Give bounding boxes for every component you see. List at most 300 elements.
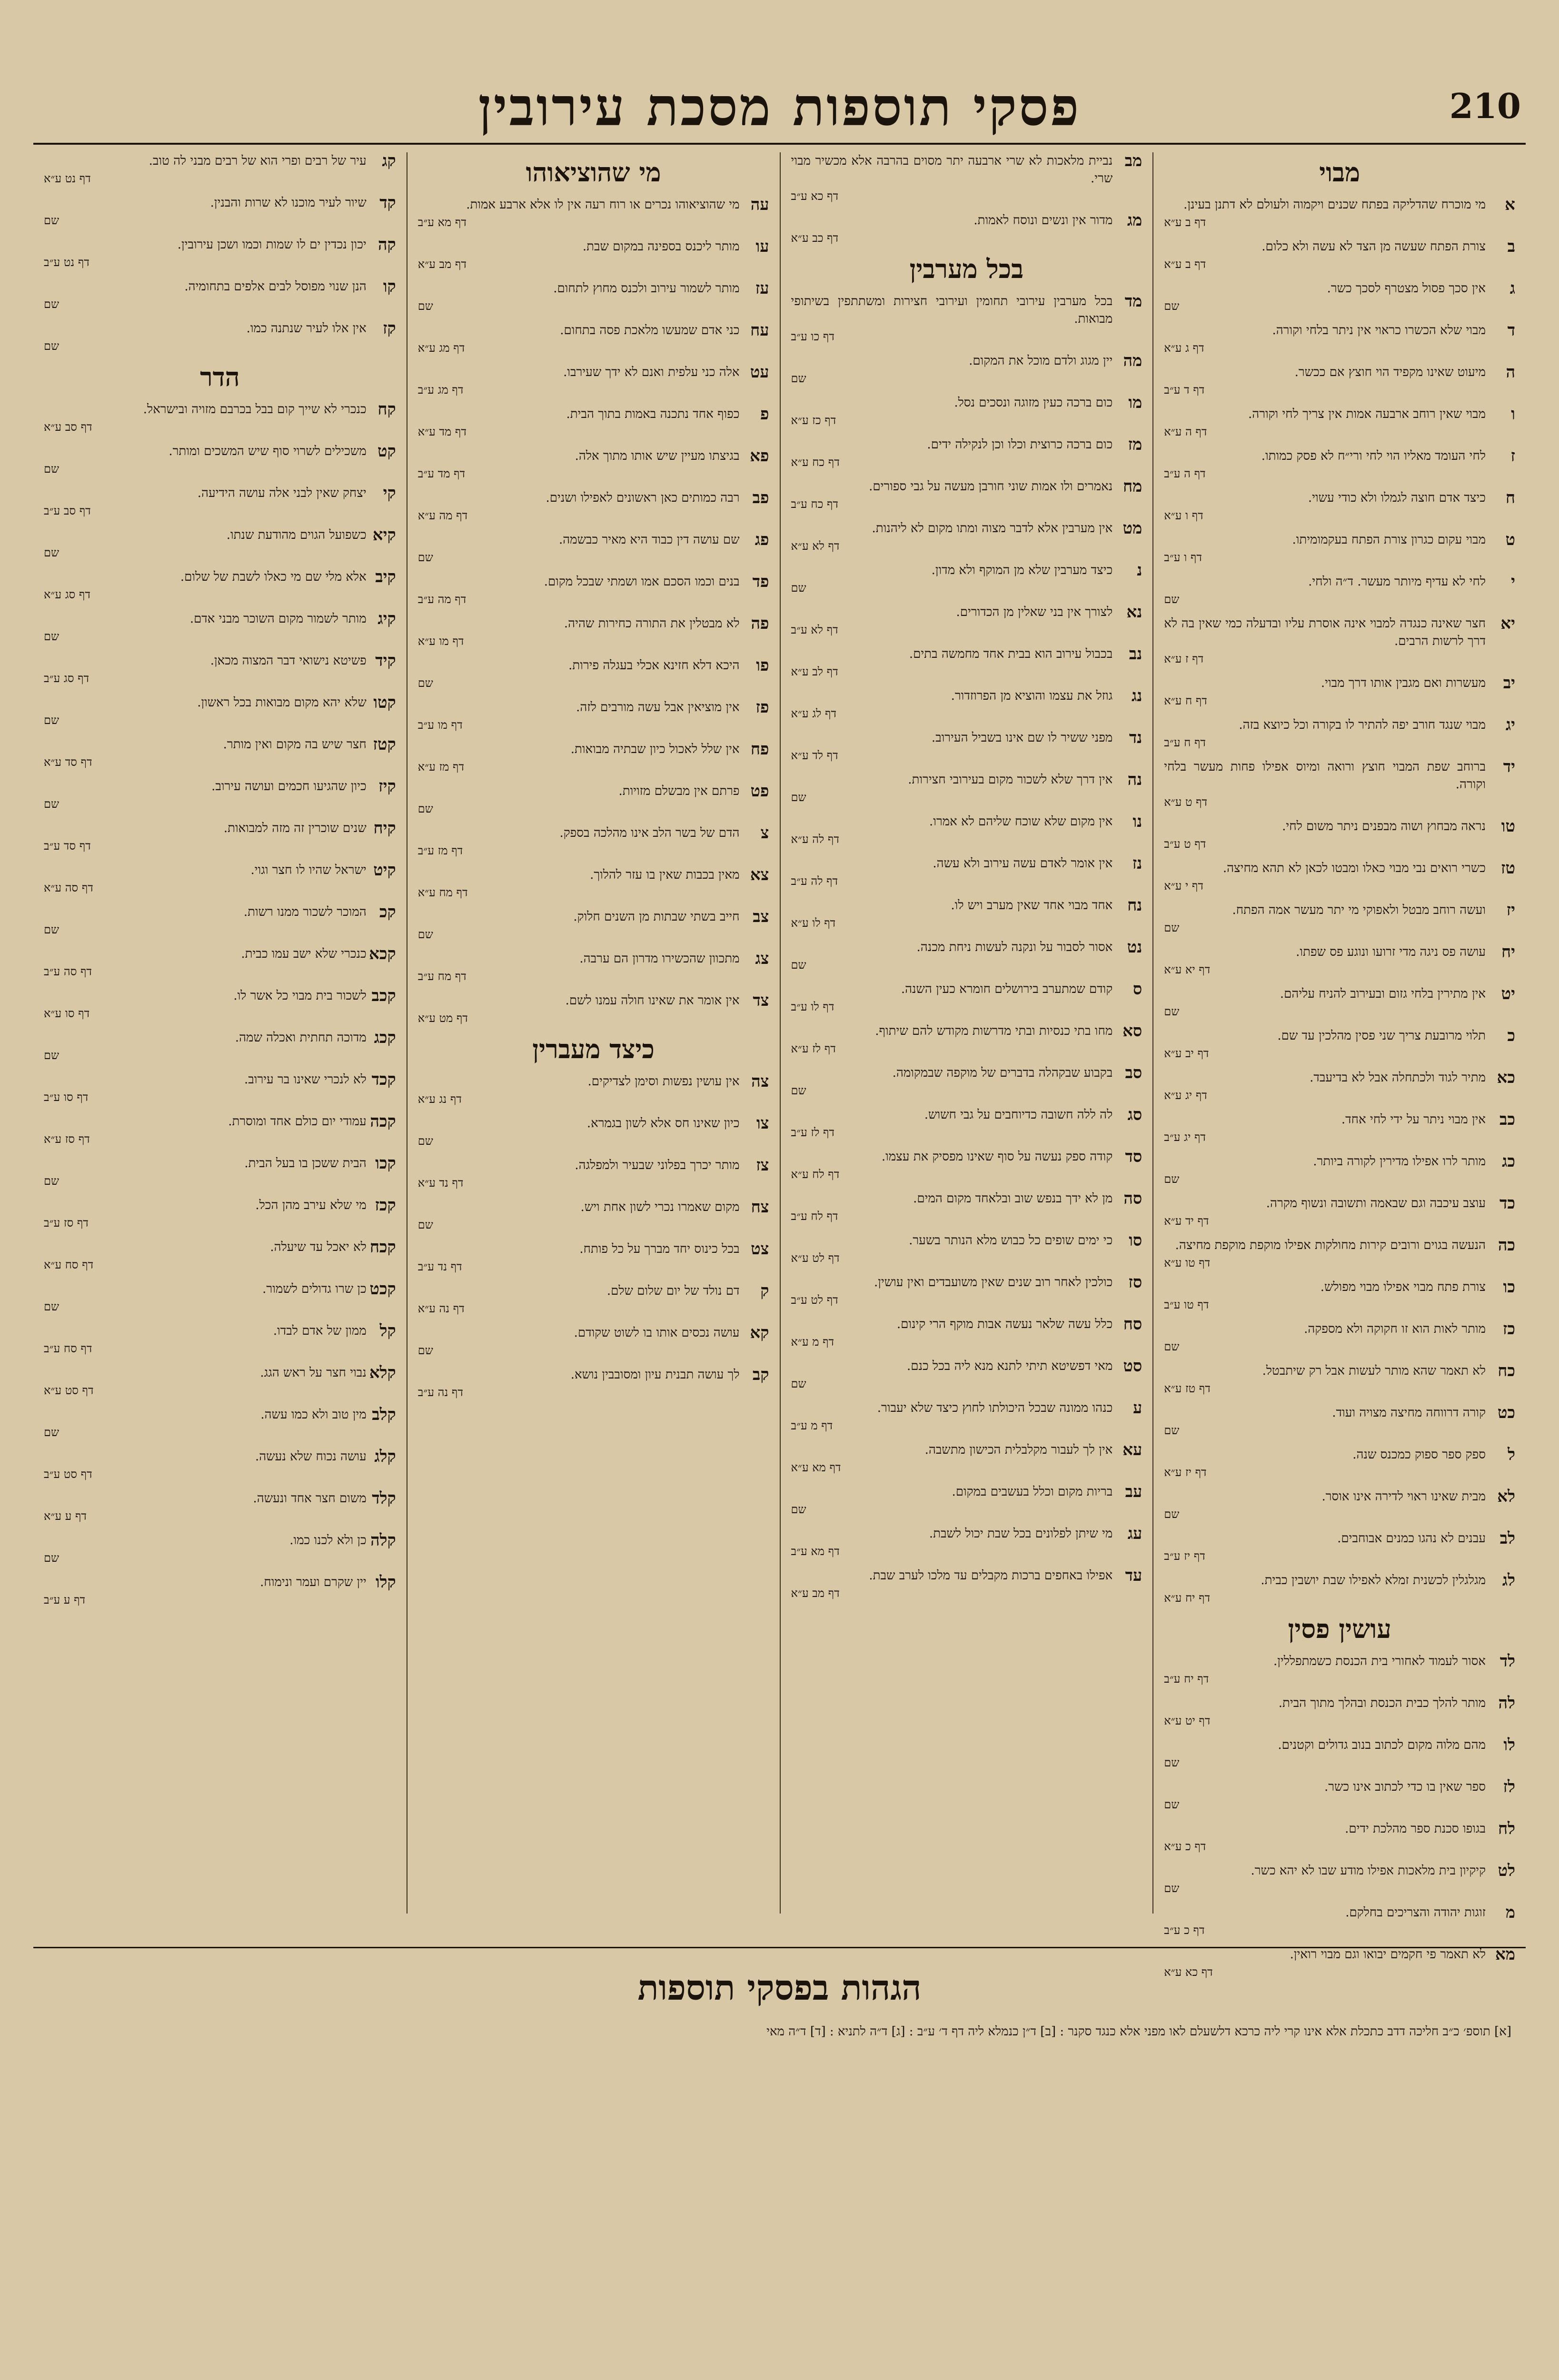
entry-text <box>1164 985 1486 1021</box>
entry-reference: דף לו ע״ב <box>791 1000 834 1013</box>
entry <box>1164 615 1515 668</box>
entry-reference: דף סד ע״ב <box>44 839 91 853</box>
page-title: פסקי תוספות מסכת עירובין <box>478 76 1081 138</box>
entry <box>791 981 1142 1016</box>
entry-reference: שם <box>1164 1005 1180 1018</box>
entry-reference: דף מח ע״א <box>417 886 468 899</box>
entry-body: תלוי מרובעת צריך שני פסין מהלכין עד שם. <box>1277 1029 1486 1043</box>
page <box>33 71 1526 2380</box>
entry <box>418 615 769 650</box>
entry-text <box>44 1322 367 1358</box>
entry <box>791 293 1142 346</box>
entry-text <box>44 1532 367 1567</box>
entry-reference: דף מא ע״א <box>791 1461 841 1474</box>
entry-text <box>1164 531 1486 566</box>
entry-body: אין עושין נפשות וסימן לצדיקים. <box>587 1074 740 1089</box>
entry-text <box>1164 196 1486 231</box>
entry-letter: פג <box>755 530 769 549</box>
entry-body: עושה נכסים אותו בו לשוט שקודם. <box>574 1326 740 1340</box>
entry-reference: שם <box>44 1174 59 1188</box>
entry-body: כשרי רואים נבי מבוי כאלו ומבטו לכאן לא תהא מחיצה. <box>1222 861 1486 875</box>
entry <box>1164 364 1515 399</box>
entry-text <box>1164 1404 1486 1439</box>
entry-body: מותר יכרך בפלוני שבעיר ולמפלגה. <box>575 1158 740 1172</box>
entry-text <box>1164 1653 1486 1688</box>
entry-reference: דף לז ע״א <box>791 1042 836 1055</box>
entry-text <box>44 236 367 271</box>
entry-letter: צז <box>756 1156 769 1175</box>
entry-body: לחי העומד מאליו הוי לחי ורי״ח לא פסק כמותו. <box>1261 449 1486 463</box>
entry-text <box>1164 716 1486 752</box>
entry-reference: שם <box>1164 1882 1180 1895</box>
entry <box>791 729 1142 764</box>
entry <box>44 778 396 813</box>
entry-reference: דף סה ע״א <box>44 881 93 894</box>
entry <box>1164 818 1515 853</box>
entry-text <box>791 478 1113 513</box>
entry <box>791 394 1142 429</box>
page-number: 210 <box>1449 86 1521 126</box>
section-heading: מבוי <box>1319 157 1360 188</box>
entry-reference: דף ב ע״א <box>1164 258 1206 271</box>
entry <box>418 1324 769 1359</box>
entry-letter: לא <box>1497 1487 1515 1506</box>
entry <box>1164 1111 1515 1146</box>
entry-body: אין מתירין בלחי גזום ובעירוב להניח עליהם. <box>1280 987 1486 1001</box>
entry-reference: דף י ע״א <box>1164 879 1203 892</box>
entry-text <box>1164 1488 1486 1523</box>
entry-text <box>418 1282 740 1318</box>
entry-body: עוצב עיכבה וגם שבאמה ותשובה ונשוף מקרה. <box>1266 1196 1486 1210</box>
entry-body: נבוי חצר על ראש הגג. <box>260 1366 367 1380</box>
entry-reference: דף לח ע״ב <box>791 1210 838 1223</box>
entry-text <box>1164 1530 1486 1565</box>
entry-reference: דף יח ע״ב <box>1164 1672 1209 1686</box>
entry <box>791 1022 1142 1058</box>
entry <box>418 1115 769 1150</box>
entry-body: שיור לעיר מוכנו לא שרות והבנין. <box>210 196 367 210</box>
entry-text <box>791 897 1113 932</box>
entry-reference: דף מג ע״א <box>417 341 465 355</box>
entry-body: מין טוב ולא כמו עשה. <box>260 1408 367 1422</box>
entry-body: אין דרך שלא לשכור מקום בעירובי חצירות. <box>908 773 1113 787</box>
entry-text <box>791 939 1113 974</box>
entry <box>418 1073 769 1108</box>
entry-reference: שם <box>417 1134 433 1148</box>
entry-letter: עז <box>755 279 769 298</box>
entry <box>791 939 1142 974</box>
entry-body: פרתם אין מבשלם מזויות. <box>618 784 740 798</box>
entry-letter: לח <box>1498 1819 1515 1838</box>
entry <box>44 610 396 645</box>
entry-letter: יד <box>1503 757 1515 776</box>
entry-letter: סד <box>1125 1147 1142 1166</box>
entry <box>418 573 769 608</box>
entry-text <box>1164 674 1486 710</box>
entry-text <box>791 1190 1113 1225</box>
entry-body: בריות מקום וכלל בעשבים במקום. <box>952 1485 1113 1499</box>
entry-body: גוזל את עצמו והוציא מן הפרוזדור. <box>951 689 1113 703</box>
section-heading: עושין פסין <box>1288 1614 1391 1644</box>
footer-title: הגהות בפסקי תוספות <box>637 1967 922 2008</box>
entry-reference: שם <box>44 214 59 227</box>
entry <box>791 152 1142 205</box>
entry-letter: קכד <box>371 1070 396 1089</box>
entry <box>1164 280 1515 315</box>
entry-reference: דף ח ע״א <box>1164 694 1207 707</box>
entry <box>44 862 396 897</box>
entry-letter: פ <box>760 405 769 424</box>
entry-text <box>44 485 367 520</box>
entry-reference: דף סג ע״א <box>44 588 90 601</box>
entry-text <box>1164 1446 1486 1481</box>
entry-letter: פז <box>755 698 769 717</box>
entry <box>418 950 769 985</box>
entry-letter: ד <box>1507 321 1515 340</box>
entry-body: מותר לשמור עירוב ולכנס מחוץ לתחום. <box>553 281 740 296</box>
entry-body: ועשה רוחב מבטל ולאפוקי מי יתר מעשר אמה הפתח. <box>1232 903 1486 917</box>
entry-text <box>1164 322 1486 357</box>
entry-reference: דף יז ע״ב <box>1164 1549 1205 1563</box>
entry-letter: ע <box>1133 1398 1142 1418</box>
entry-text <box>791 352 1113 387</box>
entry <box>791 645 1142 681</box>
entry-reference: שם <box>1164 1798 1180 1811</box>
entry-text <box>44 903 367 939</box>
entry-body: יין שקרם ועמר ונימוח. <box>260 1575 367 1589</box>
entry-reference: דף לב ע״א <box>791 665 838 678</box>
entry-letter: קלד <box>372 1489 396 1508</box>
entry <box>1164 1446 1515 1481</box>
entry-body: מבוי שנגד חורב יפה להתיר לו בקורה וכל כיוצא בזה. <box>1239 718 1486 732</box>
entry-letter: סג <box>1127 1105 1142 1124</box>
entry-body: מבוי שאין רוחב ארבעה אמות אין צריך לחי וקורה. <box>1248 407 1486 421</box>
entry-reference: שם <box>44 923 59 936</box>
entry-reference: דף לד ע״א <box>791 749 838 762</box>
entry-reference: שם <box>44 298 59 311</box>
entry-letter: מט <box>1122 519 1142 538</box>
entry-body: עושה נכוח שלא נעשה. <box>255 1449 367 1464</box>
entry-body: אין אומר את שאינו חולה עמנו לשם. <box>565 993 740 1008</box>
entry-letter: קלא <box>369 1363 396 1382</box>
entry-reference: דף מד ע״ב <box>417 467 466 480</box>
entry <box>791 352 1142 387</box>
entry-reference: שם <box>1164 299 1180 313</box>
entry-letter: סב <box>1125 1063 1142 1082</box>
entry-letter: כד <box>1499 1194 1515 1213</box>
entry <box>44 278 396 313</box>
footer-note: [א] תוספ׳ כ״ב חליכה דדב כתכלת אלא אינו קרי ליה כרכא דלשעלם לאו מפני אלא כנגד סקנר : [ב] ד״ן כנמלא ליה דף ד׳ ע״ב : [ג] ד״ה לתניא : [ד] ד״ה מאי <box>766 2024 1511 2039</box>
entry-text <box>791 520 1113 555</box>
entry <box>44 820 396 855</box>
entry-letter: כב <box>1499 1110 1515 1129</box>
entry-text <box>1164 238 1486 273</box>
entry-reference: דף יא ע״א <box>1164 963 1211 976</box>
entry-body: לצורך אין בני שאלין מן הכדורים. <box>956 605 1113 619</box>
entry-text <box>1164 860 1486 895</box>
entry-body: כיון שאינו חס אלא לשון בגמרא. <box>586 1116 740 1130</box>
entry-letter: ק <box>760 1281 769 1300</box>
entry <box>1164 1320 1515 1356</box>
text-columns <box>33 151 1526 1979</box>
entry <box>44 1406 396 1441</box>
entry-letter: צ <box>760 823 769 843</box>
entry-body: ספק ספר ספוק כמכנס שנה. <box>1352 1448 1486 1462</box>
entry-body: לשכור בית מבוי כל אשר לו. <box>233 989 367 1003</box>
entry <box>791 1316 1142 1351</box>
entry-letter: סט <box>1123 1357 1142 1376</box>
entry <box>44 1448 396 1483</box>
entry <box>418 364 769 399</box>
entry-body: מפני ששיר לו שם אינו בשביל העירוב. <box>931 731 1113 745</box>
entry-body: אין מבוי ניתר על ידי לחי אחד. <box>1341 1112 1486 1127</box>
entry-text <box>791 981 1113 1016</box>
entry-text <box>791 1022 1113 1058</box>
entry <box>44 320 396 355</box>
entry-text <box>791 1567 1113 1602</box>
entry-letter: לו <box>1503 1735 1515 1755</box>
entry <box>1164 902 1515 937</box>
entry-reference: שם <box>417 551 433 564</box>
entry-text <box>1164 1195 1486 1230</box>
entry-body: כנהו ממונה שבכל היכולתו לחוץ כיצד שלא יעבור. <box>877 1401 1113 1415</box>
entry <box>44 485 396 520</box>
header-divider <box>33 143 1526 145</box>
entry <box>418 824 769 860</box>
entry-text <box>418 615 740 650</box>
entry-body: כולכין לאחר רוב שנים שאין משועבדים ואין עושין. <box>874 1275 1113 1289</box>
entry-text <box>791 1441 1113 1477</box>
entry-text <box>1164 1362 1486 1398</box>
entry-letter: קד <box>379 193 396 212</box>
entry-reference: דף כו ע״ב <box>791 330 834 343</box>
entry-text <box>44 278 367 313</box>
entry-letter: מא <box>1495 1945 1515 1964</box>
entry <box>1164 1530 1515 1565</box>
entry-reference: דף סה ע״ב <box>44 965 92 978</box>
entry-body: משום חצר אחד ונעשה. <box>253 1491 367 1506</box>
entry-body: צורת הפתח שעשה מן הצד לא עשה ולא כלום. <box>1261 239 1486 254</box>
entry <box>1164 238 1515 273</box>
entry <box>791 813 1142 848</box>
entry <box>418 322 769 357</box>
entry <box>418 238 769 273</box>
entry-text <box>791 1106 1113 1141</box>
entry-letter: עד <box>1125 1566 1142 1585</box>
entry-letter: פב <box>752 488 769 507</box>
entry-letter: יח <box>1501 942 1515 962</box>
entry-text <box>44 1029 367 1064</box>
entry-body: משכילים לשרוי סוף שיש המשכים ומותר. <box>169 444 367 458</box>
entry-text <box>1164 1695 1486 1730</box>
entry-body: עושה פס ניגה מדי זרועו ונוגע פס שפתו. <box>1296 945 1486 959</box>
entry-reference: דף נט ע״ב <box>44 256 89 269</box>
entry <box>1164 1904 1515 1939</box>
entry-letter: קכ <box>379 902 396 922</box>
entry-letter: ז <box>1510 446 1515 466</box>
entry <box>418 741 769 776</box>
entry-text <box>791 645 1113 681</box>
entry-body: מחו בתי כנסיות ובתי מדרשות מקודש להם שיתוף. <box>875 1024 1113 1038</box>
entry-body: מי שהוציאוהו נכרים או רוח רעה אין לו אלא ארבע אמות. <box>466 198 740 212</box>
entry-body: כשפועל הגוים מהודעת שנתו. <box>226 528 367 542</box>
entry-reference: דף לו ע״א <box>791 916 836 930</box>
entry-reference: דף סב ע״א <box>44 420 92 434</box>
entry-body: מתכוון שהכשירו מדרון הם ערבה. <box>579 952 740 966</box>
entry <box>791 1148 1142 1183</box>
entry-text <box>418 406 740 441</box>
entry-letter: לה <box>1498 1694 1515 1713</box>
entry-text <box>418 1199 740 1234</box>
entry-letter: קיב <box>375 567 396 586</box>
entry-letter: מה <box>1123 351 1142 370</box>
entry-body: היכא דלא חזינא אכלי בעגלה פירות. <box>568 658 740 673</box>
entry-reference: שם <box>417 299 433 313</box>
entry-text <box>791 1358 1113 1393</box>
entry-letter: קכח <box>369 1238 396 1257</box>
entry-body: לא יאכל עד שיעלה. <box>270 1240 367 1254</box>
entry-reference: דף ט ע״ב <box>1164 837 1206 851</box>
entry-body: מגלגלין לכשנית זמלא לאפילו שבת יושבין כבית. <box>1261 1573 1486 1587</box>
entry-text <box>1164 1736 1486 1772</box>
entry <box>791 1106 1142 1141</box>
entry <box>418 1366 769 1401</box>
entry-reference: שם <box>1164 1172 1180 1186</box>
entry <box>1164 1736 1515 1772</box>
entry-reference: דף סז ע״ב <box>44 1216 89 1230</box>
entry-reference: דף ג ע״א <box>1164 341 1204 355</box>
entry <box>1164 1862 1515 1897</box>
entry-letter: פה <box>751 614 769 633</box>
entry <box>418 866 769 902</box>
entry <box>791 1358 1142 1393</box>
entry-text <box>1164 1320 1486 1356</box>
entry-reference: דף לה ע״ב <box>791 874 838 888</box>
entry-body: מקום שאמרו נכרי לשון אחת ויש. <box>580 1200 740 1214</box>
entry-text <box>791 1148 1113 1183</box>
entry-letter: ח <box>1505 488 1515 507</box>
entry <box>418 699 769 734</box>
entry-text <box>1164 902 1486 937</box>
entry <box>1164 1153 1515 1188</box>
entry-reference: דף ע ע״א <box>44 1509 87 1523</box>
entry-body: אין לך לעבור מקלבלית הכישון מתשבה. <box>924 1443 1113 1457</box>
entry-reference: דף יח ע״א <box>1164 1591 1211 1605</box>
entry-text <box>418 1157 740 1192</box>
entry-text <box>791 729 1113 764</box>
entry-reference: שם <box>44 462 59 476</box>
entry-reference: דף מ ע״א <box>791 1335 834 1349</box>
entry-text <box>44 1071 367 1106</box>
entry-letter: לט <box>1498 1861 1515 1880</box>
entry-letter: קטז <box>373 735 396 754</box>
entry-reference: שם <box>44 714 59 727</box>
entry-reference: שם <box>417 1218 433 1231</box>
entry <box>791 1064 1142 1100</box>
entry-reference: דף סח ע״א <box>44 1258 94 1271</box>
entry-letter: נו <box>1132 812 1142 831</box>
entry-reference: שם <box>791 372 806 385</box>
entry-text <box>791 1399 1113 1435</box>
entry-text <box>44 320 367 355</box>
entry-letter: קיד <box>375 651 396 670</box>
entry-body: קיקיון בית מלאכות אפילו מודע שבו לא יהא כשר. <box>1251 1864 1486 1878</box>
entry-letter: ט <box>1505 530 1515 549</box>
entry-text <box>44 694 367 729</box>
entry-text <box>418 1366 740 1401</box>
entry-reference: דף מה ע״א <box>417 509 468 522</box>
entry-reference: שם <box>791 791 806 804</box>
entry-reference: שם <box>417 1344 433 1357</box>
entry-reference: דף ע ע״ב <box>44 1593 86 1606</box>
entry-reference: שם <box>791 581 806 595</box>
entry-letter: עג <box>1127 1524 1142 1543</box>
entry-reference: דף טו ע״ב <box>1164 1298 1209 1311</box>
entry <box>44 1071 396 1106</box>
entry <box>44 1029 396 1064</box>
entry <box>1164 1488 1515 1523</box>
entry <box>44 443 396 478</box>
entry <box>1164 1279 1515 1314</box>
entry-reference: דף ו ע״ב <box>1164 551 1202 564</box>
entry-body: שנים שוכרין זה מזה למבואות. <box>223 821 367 835</box>
entry-letter: טו <box>1501 817 1515 836</box>
entry-letter: יז <box>1506 901 1515 920</box>
entry-letter: מד <box>1124 292 1142 311</box>
entry-text <box>791 562 1113 597</box>
entry-letter: סא <box>1122 1021 1142 1041</box>
entry-letter: ג <box>1509 279 1515 298</box>
entry <box>44 1490 396 1525</box>
entry-reference: דף לא ע״ב <box>791 623 838 636</box>
entry-letter: צט <box>751 1240 769 1259</box>
entry <box>791 1441 1142 1477</box>
entry-body: מבוי עקום כגרון צורת הפתח בעקמומיתו. <box>1292 533 1486 547</box>
entry <box>418 489 769 525</box>
entry-reference: דף סו ע״א <box>44 1007 90 1020</box>
entry-letter: קא <box>750 1323 769 1342</box>
entry-text <box>1164 1778 1486 1814</box>
entry <box>1164 531 1515 566</box>
entry-body: אין מערבין אלא לדבר מצוה ומתו מקום לא ליהנות. <box>872 521 1113 536</box>
entry-body: יין מגוג ולדם מוכל את המקום. <box>969 354 1113 368</box>
entry-letter: מז <box>1128 435 1142 454</box>
entry-body: רבה כמותים כאן ראשונים לאפילו ושנים. <box>546 491 740 505</box>
entry-letter: פח <box>750 740 769 759</box>
entry-text <box>418 573 740 608</box>
entry-body: חצר שאינה כנגדה למבוי אינה אוסרת עליו ובדעלה כמי שאין בה לא דרך לרשות הרבים. <box>1164 616 1486 648</box>
entry <box>418 908 769 943</box>
entry-body: מיעוט שאינו מקפיד הוי חוצץ אם ככשר. <box>1294 365 1486 379</box>
entry <box>1164 322 1515 357</box>
entry <box>791 687 1142 723</box>
entry-letter: כח <box>1498 1361 1515 1380</box>
entry-letter: קכה <box>370 1112 396 1131</box>
entry-body: שם עושה דין כבוד היא מאיר כבשמה. <box>558 533 740 547</box>
entry-body: המוכר לשכור ממנו רשות. <box>243 905 367 919</box>
entry-letter: צח <box>751 1198 769 1217</box>
entry-letter: קט <box>377 442 396 461</box>
entry-text <box>791 855 1113 890</box>
entry-letter: כא <box>1497 1068 1515 1087</box>
entry-body: מי שלא עירב מהן הכל. <box>255 1198 367 1212</box>
entry-text <box>791 1274 1113 1309</box>
entry-body: פשיטא נישואי דבר המצוה מכאן. <box>210 654 367 668</box>
entry-reference: דף יט ע״א <box>1164 1714 1211 1727</box>
entry <box>1164 758 1515 811</box>
entry-letter: כט <box>1497 1403 1515 1422</box>
entry-letter: צד <box>753 991 769 1010</box>
